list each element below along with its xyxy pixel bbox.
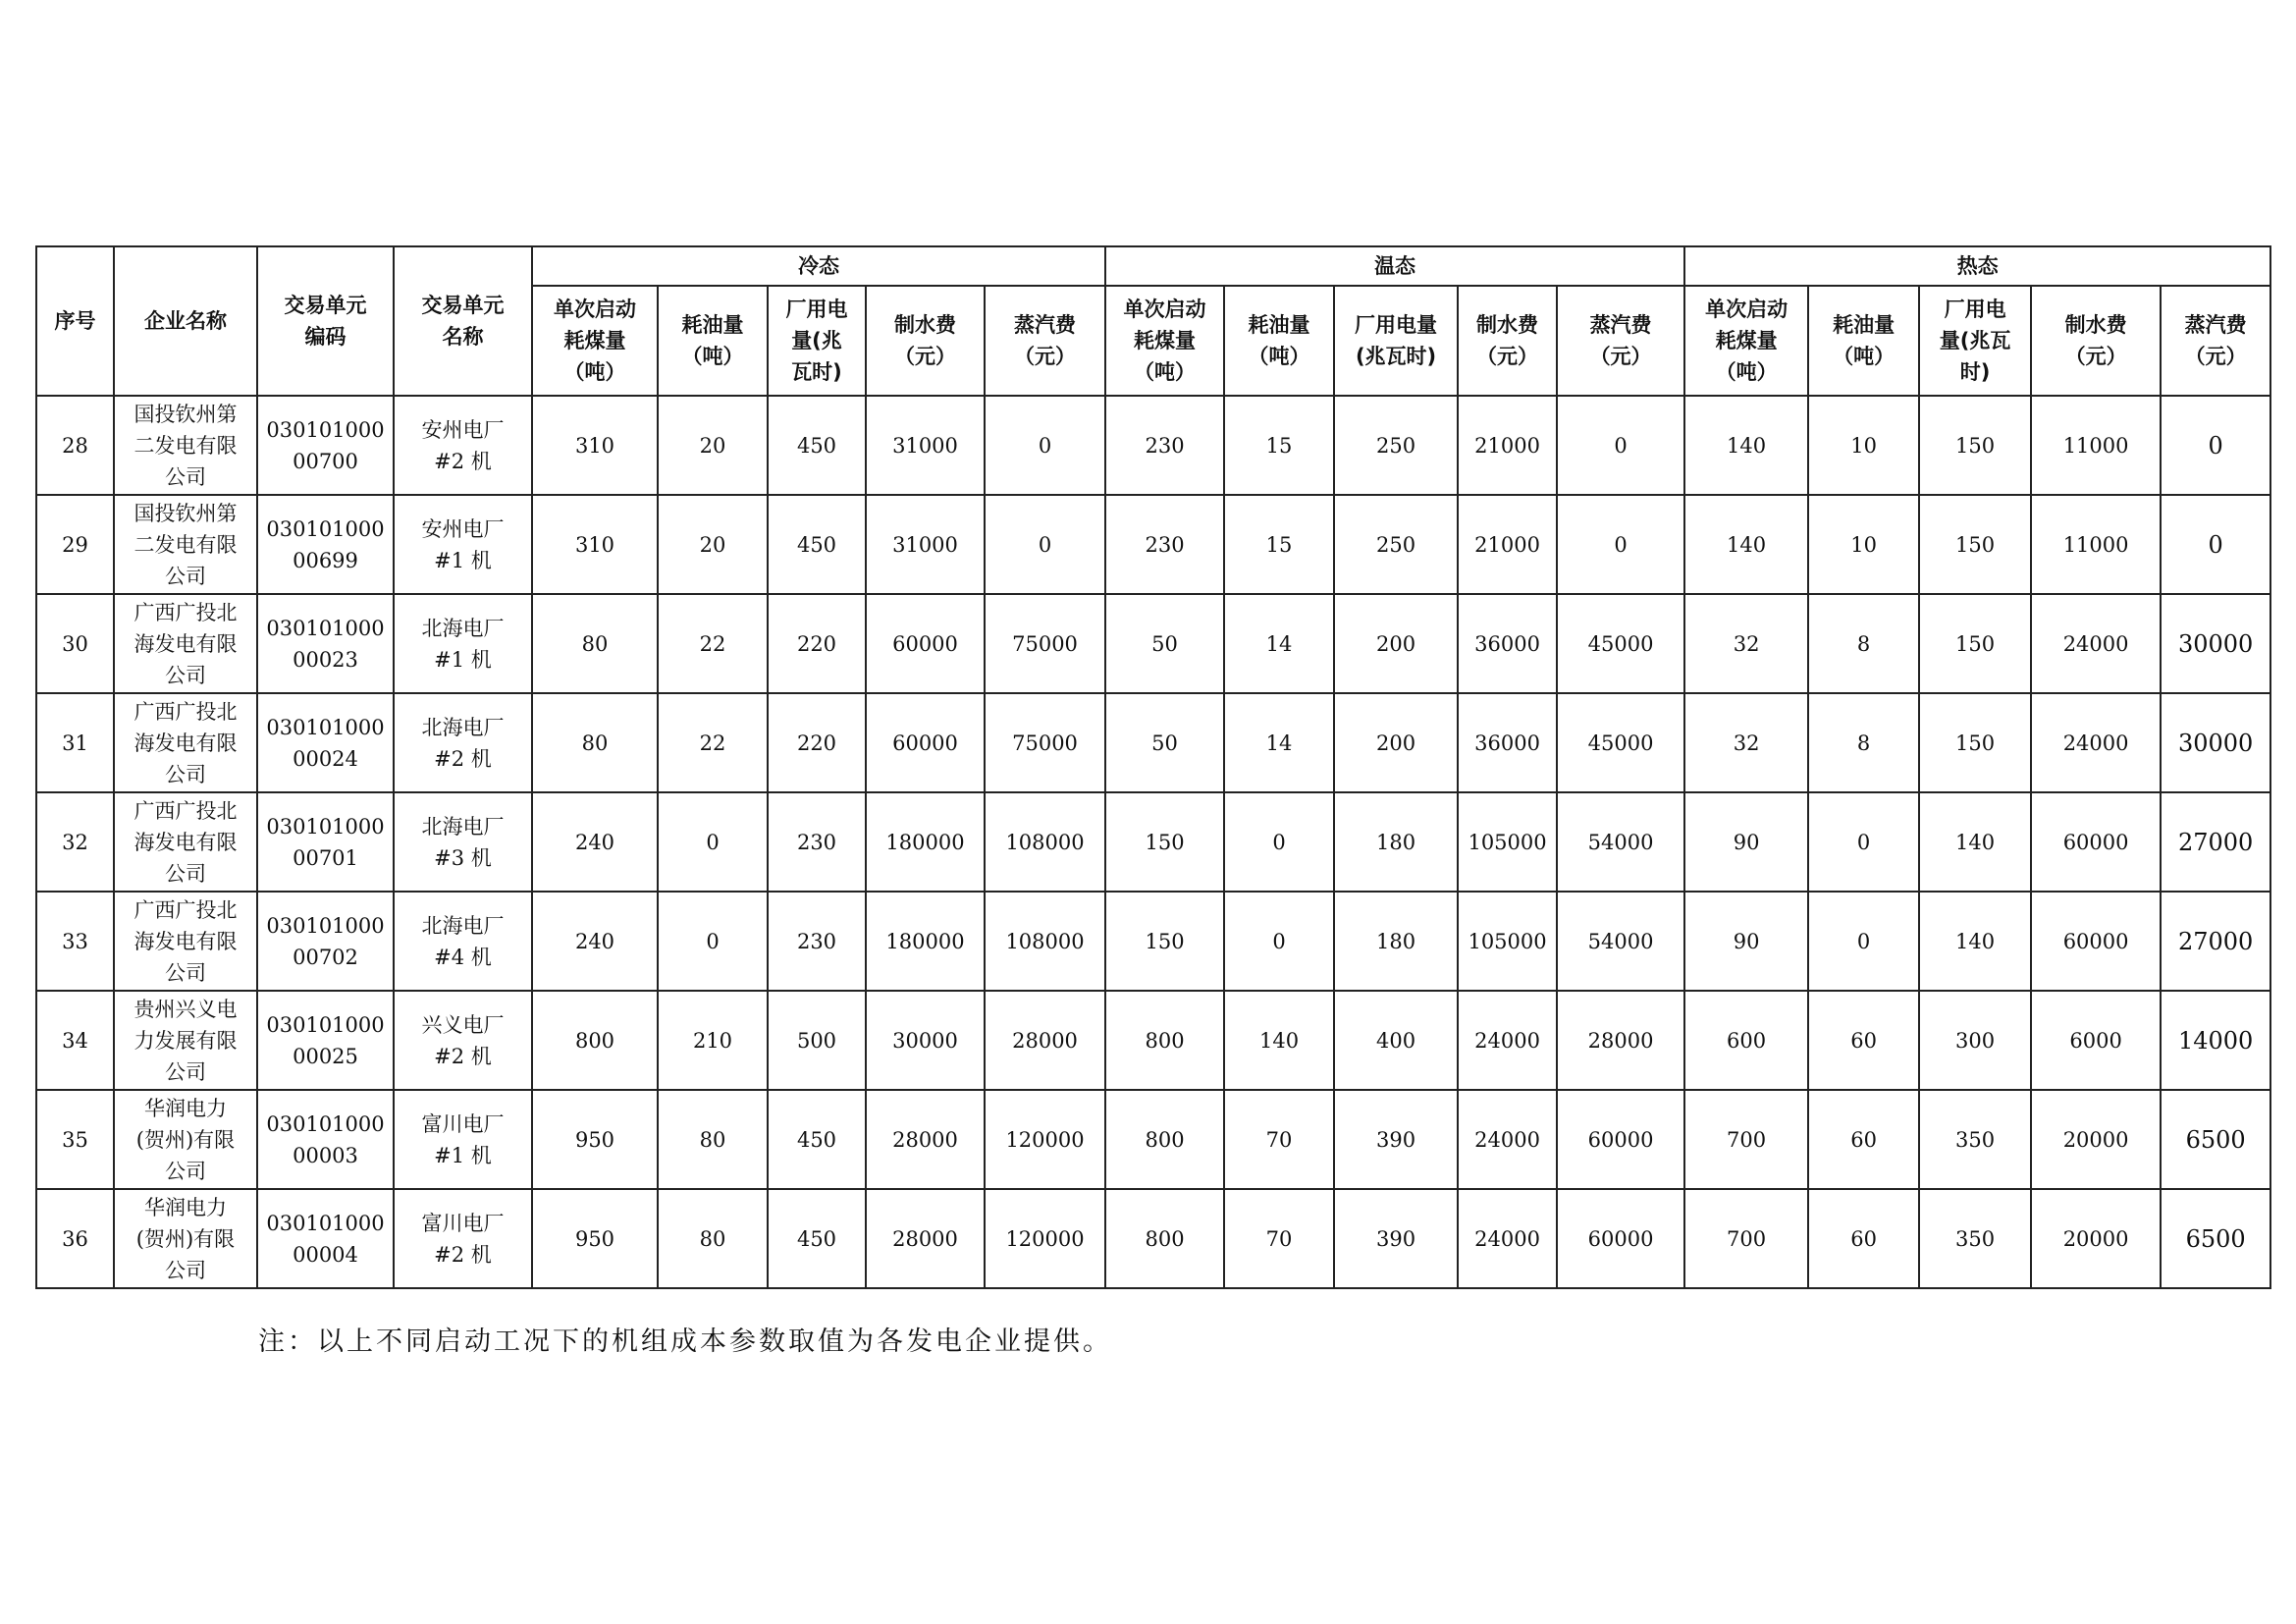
cell-warm-oil: 14	[1224, 594, 1334, 693]
cell-unit-code: 030101000 00023	[257, 594, 394, 693]
header-group-row	[36, 246, 2270, 286]
cell-unit-code: 030101000 00701	[257, 792, 394, 892]
cell-hot-power: 150	[1919, 693, 2031, 792]
cell-warm-steam-fee: 60000	[1557, 1090, 1684, 1189]
cell-warm-power: 180	[1334, 892, 1458, 991]
cell-hot-coal: 32	[1684, 693, 1808, 792]
cell-warm-coal: 150	[1105, 792, 1224, 892]
cell-warm-water-fee: 105000	[1458, 892, 1557, 991]
header-cold-water-fee: 制水费 （元）	[866, 286, 985, 396]
cell-hot-coal: 90	[1684, 892, 1808, 991]
cell-seq: 28	[36, 396, 114, 495]
cell-cold-power: 230	[768, 792, 866, 892]
cell-hot-water-fee: 60000	[2031, 792, 2161, 892]
cell-warm-steam-fee: 45000	[1557, 693, 1684, 792]
cell-cold-water-fee: 28000	[866, 1090, 985, 1189]
unit-startup-cost-table	[35, 245, 2271, 1289]
header-warm-steam-fee: 蒸汽费 （元）	[1557, 286, 1684, 396]
cell-hot-power: 300	[1919, 991, 2031, 1090]
cell-warm-oil: 15	[1224, 396, 1334, 495]
cell-hot-steam-fee: 30000	[2161, 594, 2270, 693]
cell-cold-oil: 210	[658, 991, 768, 1090]
cell-unit-code: 030101000 00024	[257, 693, 394, 792]
cell-cold-power: 230	[768, 892, 866, 991]
cell-hot-steam-fee: 0	[2161, 396, 2270, 495]
header-hot-oil: 耗油量 （吨）	[1808, 286, 1919, 396]
header-cold-coal: 单次启动 耗煤量 （吨）	[532, 286, 658, 396]
header-group-warm: 温态	[1105, 246, 1684, 286]
cell-seq: 30	[36, 594, 114, 693]
cell-hot-coal: 90	[1684, 792, 1808, 892]
cell-unit-code: 030101000 00699	[257, 495, 394, 594]
cell-hot-water-fee: 11000	[2031, 396, 2161, 495]
cell-cold-oil: 20	[658, 495, 768, 594]
cell-warm-power: 390	[1334, 1189, 1458, 1288]
header-cold-power: 厂用电 量(兆 瓦时)	[768, 286, 866, 396]
cell-seq: 36	[36, 1189, 114, 1288]
cell-warm-oil: 0	[1224, 792, 1334, 892]
cell-warm-power: 250	[1334, 396, 1458, 495]
cell-warm-water-fee: 105000	[1458, 792, 1557, 892]
cell-cold-coal: 950	[532, 1189, 658, 1288]
cell-cold-water-fee: 31000	[866, 495, 985, 594]
table-row	[36, 495, 2270, 594]
table-row	[36, 1189, 2270, 1288]
cell-warm-oil: 15	[1224, 495, 1334, 594]
cell-warm-water-fee: 36000	[1458, 693, 1557, 792]
cell-unit-name: 富川电厂 #1 机	[394, 1090, 532, 1189]
cell-warm-water-fee: 24000	[1458, 991, 1557, 1090]
cell-company: 广西广投北 海发电有限 公司	[114, 792, 257, 892]
table-row	[36, 396, 2270, 495]
header-warm-coal: 单次启动 耗煤量 （吨）	[1105, 286, 1224, 396]
cell-hot-steam-fee: 27000	[2161, 792, 2270, 892]
cell-unit-code: 030101000 00004	[257, 1189, 394, 1288]
cell-company: 国投钦州第 二发电有限 公司	[114, 495, 257, 594]
cell-hot-water-fee: 11000	[2031, 495, 2161, 594]
cell-warm-steam-fee: 54000	[1557, 792, 1684, 892]
cell-cold-steam-fee: 120000	[985, 1090, 1105, 1189]
header-hot-power: 厂用电 量(兆瓦 时)	[1919, 286, 2031, 396]
header-hot-coal: 单次启动 耗煤量 （吨）	[1684, 286, 1808, 396]
cell-hot-oil: 0	[1808, 892, 1919, 991]
cell-hot-coal: 700	[1684, 1189, 1808, 1288]
cell-unit-name: 安州电厂 #1 机	[394, 495, 532, 594]
header-unit-name: 交易单元 名称	[394, 246, 532, 396]
cell-unit-code: 030101000 00702	[257, 892, 394, 991]
cell-cold-coal: 240	[532, 892, 658, 991]
cell-unit-name: 安州电厂 #2 机	[394, 396, 532, 495]
cell-cold-oil: 0	[658, 892, 768, 991]
cell-unit-code: 030101000 00025	[257, 991, 394, 1090]
cell-seq: 34	[36, 991, 114, 1090]
header-seq: 序号	[36, 246, 114, 396]
cell-cold-coal: 310	[532, 495, 658, 594]
cell-unit-name: 富川电厂 #2 机	[394, 1189, 532, 1288]
cell-cold-steam-fee: 28000	[985, 991, 1105, 1090]
cell-warm-coal: 800	[1105, 1189, 1224, 1288]
header-hot-water-fee: 制水费 （元）	[2031, 286, 2161, 396]
cell-seq: 31	[36, 693, 114, 792]
cell-hot-water-fee: 24000	[2031, 594, 2161, 693]
cell-hot-coal: 32	[1684, 594, 1808, 693]
cell-warm-power: 250	[1334, 495, 1458, 594]
cell-warm-power: 200	[1334, 693, 1458, 792]
cell-warm-coal: 800	[1105, 1090, 1224, 1189]
cell-hot-water-fee: 6000	[2031, 991, 2161, 1090]
cell-unit-name: 北海电厂 #3 机	[394, 792, 532, 892]
cell-seq: 29	[36, 495, 114, 594]
cell-cold-power: 500	[768, 991, 866, 1090]
table-row	[36, 693, 2270, 792]
header-cold-steam-fee: 蒸汽费 （元）	[985, 286, 1105, 396]
cell-cold-water-fee: 30000	[866, 991, 985, 1090]
cell-unit-code: 030101000 00700	[257, 396, 394, 495]
cell-hot-coal: 600	[1684, 991, 1808, 1090]
cell-cold-coal: 240	[532, 792, 658, 892]
cell-cold-water-fee: 180000	[866, 892, 985, 991]
cell-warm-water-fee: 24000	[1458, 1189, 1557, 1288]
cell-warm-water-fee: 36000	[1458, 594, 1557, 693]
cell-hot-steam-fee: 0	[2161, 495, 2270, 594]
cell-company: 广西广投北 海发电有限 公司	[114, 594, 257, 693]
cell-warm-power: 390	[1334, 1090, 1458, 1189]
header-company: 企业名称	[114, 246, 257, 396]
cell-hot-power: 140	[1919, 892, 2031, 991]
cell-hot-oil: 8	[1808, 594, 1919, 693]
cell-warm-coal: 230	[1105, 396, 1224, 495]
cell-warm-water-fee: 21000	[1458, 495, 1557, 594]
cell-cold-coal: 310	[532, 396, 658, 495]
cell-hot-coal: 140	[1684, 396, 1808, 495]
cell-unit-name: 北海电厂 #1 机	[394, 594, 532, 693]
table-row	[36, 892, 2270, 991]
cell-cold-oil: 20	[658, 396, 768, 495]
cell-cold-coal: 950	[532, 1090, 658, 1189]
cell-cold-power: 450	[768, 1189, 866, 1288]
cell-warm-steam-fee: 54000	[1557, 892, 1684, 991]
cell-cold-water-fee: 60000	[866, 693, 985, 792]
cell-hot-water-fee: 60000	[2031, 892, 2161, 991]
cell-warm-coal: 50	[1105, 693, 1224, 792]
cell-unit-name: 兴义电厂 #2 机	[394, 991, 532, 1090]
cell-warm-oil: 0	[1224, 892, 1334, 991]
cell-company: 广西广投北 海发电有限 公司	[114, 693, 257, 792]
cell-warm-steam-fee: 60000	[1557, 1189, 1684, 1288]
cell-hot-steam-fee: 14000	[2161, 991, 2270, 1090]
cell-hot-power: 150	[1919, 594, 2031, 693]
cell-warm-coal: 230	[1105, 495, 1224, 594]
cell-cold-steam-fee: 75000	[985, 693, 1105, 792]
cell-warm-power: 400	[1334, 991, 1458, 1090]
cell-hot-oil: 60	[1808, 1090, 1919, 1189]
cell-unit-name: 北海电厂 #2 机	[394, 693, 532, 792]
cell-warm-water-fee: 24000	[1458, 1090, 1557, 1189]
cell-unit-code: 030101000 00003	[257, 1090, 394, 1189]
cell-company: 华润电力 (贺州)有限 公司	[114, 1189, 257, 1288]
table-body	[36, 396, 2270, 1288]
cell-cold-coal: 800	[532, 991, 658, 1090]
cell-cold-steam-fee: 120000	[985, 1189, 1105, 1288]
cell-hot-oil: 8	[1808, 693, 1919, 792]
cell-hot-water-fee: 20000	[2031, 1090, 2161, 1189]
cell-warm-coal: 800	[1105, 991, 1224, 1090]
cell-cold-coal: 80	[532, 693, 658, 792]
cell-cold-steam-fee: 0	[985, 396, 1105, 495]
cell-cold-power: 220	[768, 693, 866, 792]
cell-hot-water-fee: 20000	[2031, 1189, 2161, 1288]
cell-warm-oil: 140	[1224, 991, 1334, 1090]
cell-cold-steam-fee: 75000	[985, 594, 1105, 693]
cell-cold-steam-fee: 108000	[985, 792, 1105, 892]
cell-seq: 35	[36, 1090, 114, 1189]
cell-hot-oil: 10	[1808, 495, 1919, 594]
cell-warm-power: 180	[1334, 792, 1458, 892]
cell-hot-steam-fee: 6500	[2161, 1090, 2270, 1189]
cell-cold-oil: 22	[658, 693, 768, 792]
cell-hot-oil: 60	[1808, 991, 1919, 1090]
cell-company: 国投钦州第 二发电有限 公司	[114, 396, 257, 495]
cell-hot-power: 350	[1919, 1189, 2031, 1288]
header-hot-steam-fee: 蒸汽费 （元）	[2161, 286, 2270, 396]
cell-cold-oil: 80	[658, 1090, 768, 1189]
cell-unit-name: 北海电厂 #4 机	[394, 892, 532, 991]
cell-hot-coal: 140	[1684, 495, 1808, 594]
header-warm-power: 厂用电量 (兆瓦时)	[1334, 286, 1458, 396]
cell-warm-oil: 70	[1224, 1090, 1334, 1189]
table-row	[36, 594, 2270, 693]
cell-cold-water-fee: 31000	[866, 396, 985, 495]
cell-company: 贵州兴义电 力发展有限 公司	[114, 991, 257, 1090]
cell-warm-steam-fee: 45000	[1557, 594, 1684, 693]
cell-hot-steam-fee: 27000	[2161, 892, 2270, 991]
cell-hot-oil: 60	[1808, 1189, 1919, 1288]
cell-warm-coal: 150	[1105, 892, 1224, 991]
cell-warm-steam-fee: 0	[1557, 495, 1684, 594]
header-warm-oil: 耗油量 （吨）	[1224, 286, 1334, 396]
cell-cold-power: 450	[768, 1090, 866, 1189]
cell-hot-steam-fee: 30000	[2161, 693, 2270, 792]
cell-cold-steam-fee: 0	[985, 495, 1105, 594]
cell-hot-power: 150	[1919, 495, 2031, 594]
table-row	[36, 792, 2270, 892]
cell-cold-oil: 0	[658, 792, 768, 892]
cell-hot-power: 150	[1919, 396, 2031, 495]
cell-warm-water-fee: 21000	[1458, 396, 1557, 495]
cell-cold-power: 450	[768, 396, 866, 495]
header-warm-water-fee: 制水费 （元）	[1458, 286, 1557, 396]
cell-cold-oil: 80	[658, 1189, 768, 1288]
cell-hot-water-fee: 24000	[2031, 693, 2161, 792]
cell-cold-water-fee: 28000	[866, 1189, 985, 1288]
cell-hot-power: 140	[1919, 792, 2031, 892]
cell-warm-oil: 14	[1224, 693, 1334, 792]
cell-cold-coal: 80	[532, 594, 658, 693]
footnote: 注：以上不同启动工况下的机组成本参数取值为各发电企业提供。	[258, 1326, 1112, 1357]
cell-cold-steam-fee: 108000	[985, 892, 1105, 991]
header-cold-oil: 耗油量 （吨）	[658, 286, 768, 396]
cell-seq: 33	[36, 892, 114, 991]
cell-hot-oil: 10	[1808, 396, 1919, 495]
header-group-cold: 冷态	[532, 246, 1105, 286]
cell-hot-steam-fee: 6500	[2161, 1189, 2270, 1288]
cell-cold-water-fee: 180000	[866, 792, 985, 892]
cell-warm-coal: 50	[1105, 594, 1224, 693]
header-group-hot: 热态	[1684, 246, 2270, 286]
cell-warm-power: 200	[1334, 594, 1458, 693]
cell-hot-coal: 700	[1684, 1090, 1808, 1189]
cell-cold-oil: 22	[658, 594, 768, 693]
cell-cold-water-fee: 60000	[866, 594, 985, 693]
cell-seq: 32	[36, 792, 114, 892]
cell-warm-steam-fee: 28000	[1557, 991, 1684, 1090]
header-unit-code: 交易单元 编码	[257, 246, 394, 396]
table-row	[36, 1090, 2270, 1189]
cell-warm-oil: 70	[1224, 1189, 1334, 1288]
cell-cold-power: 450	[768, 495, 866, 594]
cell-warm-steam-fee: 0	[1557, 396, 1684, 495]
cell-hot-power: 350	[1919, 1090, 2031, 1189]
cell-hot-oil: 0	[1808, 792, 1919, 892]
cell-cold-power: 220	[768, 594, 866, 693]
cell-company: 华润电力 (贺州)有限 公司	[114, 1090, 257, 1189]
cell-company: 广西广投北 海发电有限 公司	[114, 892, 257, 991]
table-row	[36, 991, 2270, 1090]
